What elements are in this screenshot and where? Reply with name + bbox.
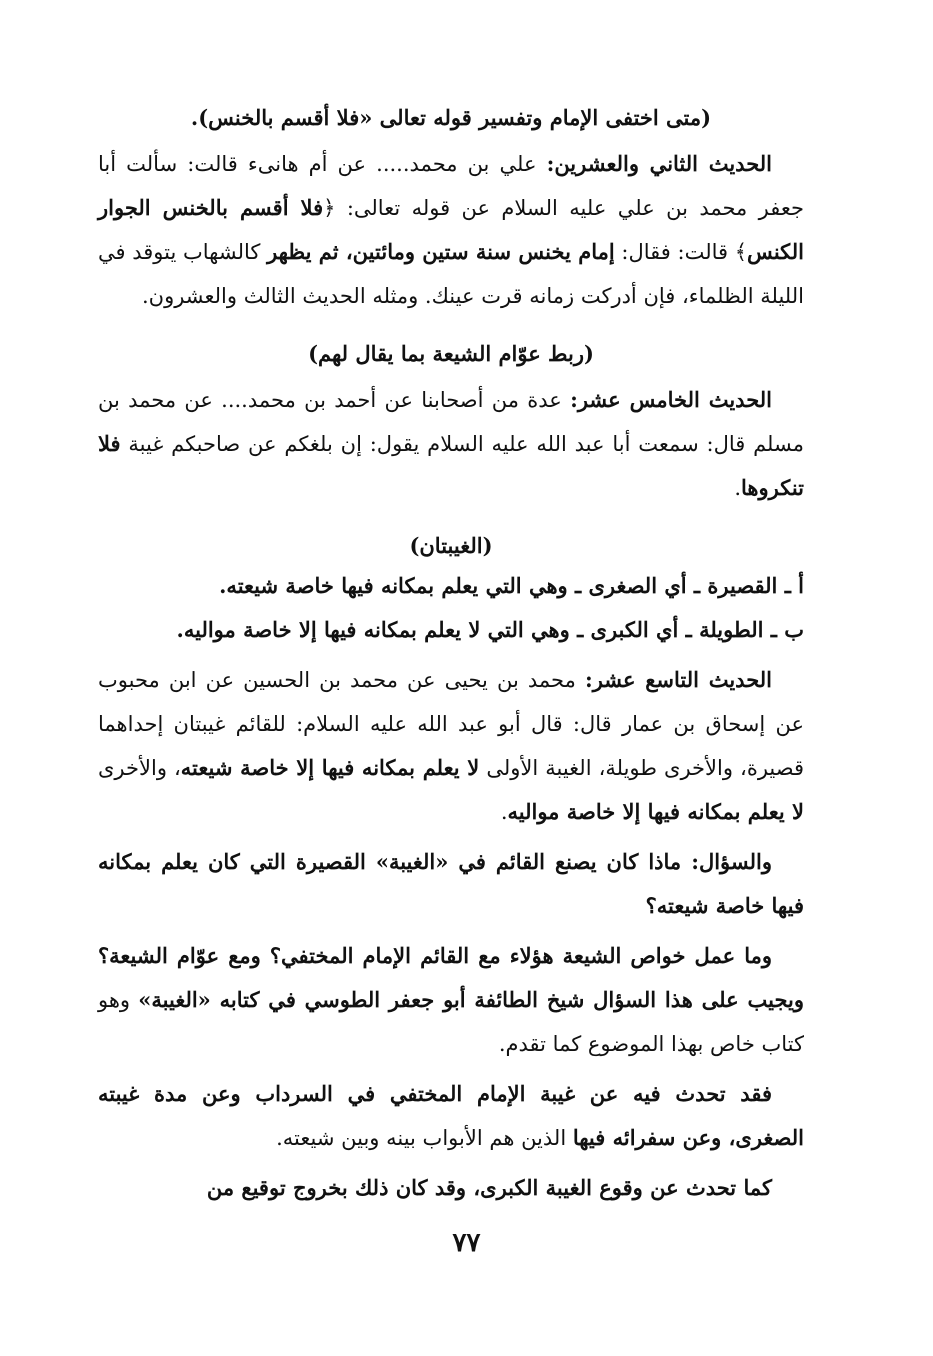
hadith-22-text-1: علي بن محمد..... عن أم هانىء قالت: سألت أبا جعفر محمد بن علي عليه السلام عن قوله تعالى: ﴿ [98,152,804,220]
question-text: ماذا كان يصنع القائم في «الغيبة» القصيرة التي كان يعلم بمكانه فيها خاصة شيعته؟ [98,849,804,918]
hadith-22-label: الحديث الثاني والعشرين: [546,151,772,176]
hadith-15-bold: فلا تنكروها [98,431,804,500]
section-heading-two-occultations: (الغيبتان) [409,533,493,558]
tusi-bold: وما عمل خواص الشيعة هؤلاء مع القائم الإمام المختفي؟ ومع عوّام الشيعة؟ ويجيب على هذا السؤال شيخ الطائفة أبو جعفر الطوسي في كتابه «الغيبة» [98,943,804,1012]
major-occultation-bold: كما تحدث عن وقوع الغيبة الكبرى، وقد كان ذلك بخروج توقيع من [206,1175,772,1200]
question-label: والسؤال: [691,849,772,874]
tusi-paragraph [98,934,804,1066]
hadith-19-text-1: محمد بن يحيى عن محمد بن الحسين عن ابن محبوب عن إسحاق بن عمار قال: قال أبو عبد الله عليه السلام: للقائم غيبتان إحداهما قصيرة، والأخرى طويلة، الغيبة الأولى [98,668,804,780]
list-item-b: ب ـ الطويلة ـ أي الكبرى ـ وهي التي لا يعلم بمكانه فيها إلا خاصة مواليه. [176,617,804,642]
list-item-a: أ ـ القصيرة ـ أي الصغرى ـ وهي التي يعلم بمكانه فيها خاصة شيعته. [219,573,804,598]
minor-occultation-paragraph [98,1072,804,1160]
hadith-19-bold-1: لا يعلم بمكانه فيها إلا خاصة شيعته [180,755,480,780]
hadith-15-text-2: . [734,476,742,500]
minor-occultation-text: الذين هم الأبواب بينه وبين شيعته. [276,1126,573,1150]
hadith-22-text-3: كالشهاب يتوقد في الليلة الظلماء، فإن أدركت زمانه قرت عينك. ومثله الحديث الثالث والعشرون. [98,240,804,308]
hadith-22-bold-2: إمام يخنس سنة ستين ومائتين، ثم يظهر [267,239,615,264]
hadith-22-text-2: ﴾ قالت: فقال: [614,240,748,264]
hadith-22-paragraph [98,142,804,318]
hadith-19-paragraph [98,658,804,834]
hadith-19-label: الحديث التاسع عشر: [584,667,772,692]
hadith-22-verse: فلا أقسم بالخنس الجوار الكنس [98,195,804,264]
minor-occultation-bold: فقد تحدث فيه عن غيبة الإمام المختفي في السرداب وعن مدة غيبته الصغرى، وعن سفرائه فيها [98,1081,804,1150]
hadith-19-text-3: . [500,800,508,824]
section-heading-hiding: (متى اختفى الإمام وتفسير قوله تعالى «فلا أقسم بالخنس). [190,105,712,130]
hadith-19-text-2: ، والأخرى [98,756,181,780]
page-number: ٧٧ [452,1228,481,1258]
book-page [98,100,804,1300]
question-paragraph [98,840,804,928]
hadith-19-bold-2: لا يعلم بمكانه فيها إلا خاصة مواليه [507,799,804,824]
major-occultation-paragraph [98,1166,804,1210]
hadith-15-text-1: عدة من أصحابنا عن أحمد بن محمد.... عن محمد بن مسلم قال: سمعت أبا عبد الله عليه السلام يقول: إن بلغكم عن صاحبكم غيبة [98,388,804,456]
hadith-15-paragraph [98,378,804,510]
section-heading-commoners: (ربط عوّام الشيعة بما يقال لهم) [308,341,594,366]
hadith-15-label: الحديث الخامس عشر: [570,387,772,412]
tusi-text: وهو كتاب خاص بهذا الموضوع كما تقدم. [98,988,804,1056]
